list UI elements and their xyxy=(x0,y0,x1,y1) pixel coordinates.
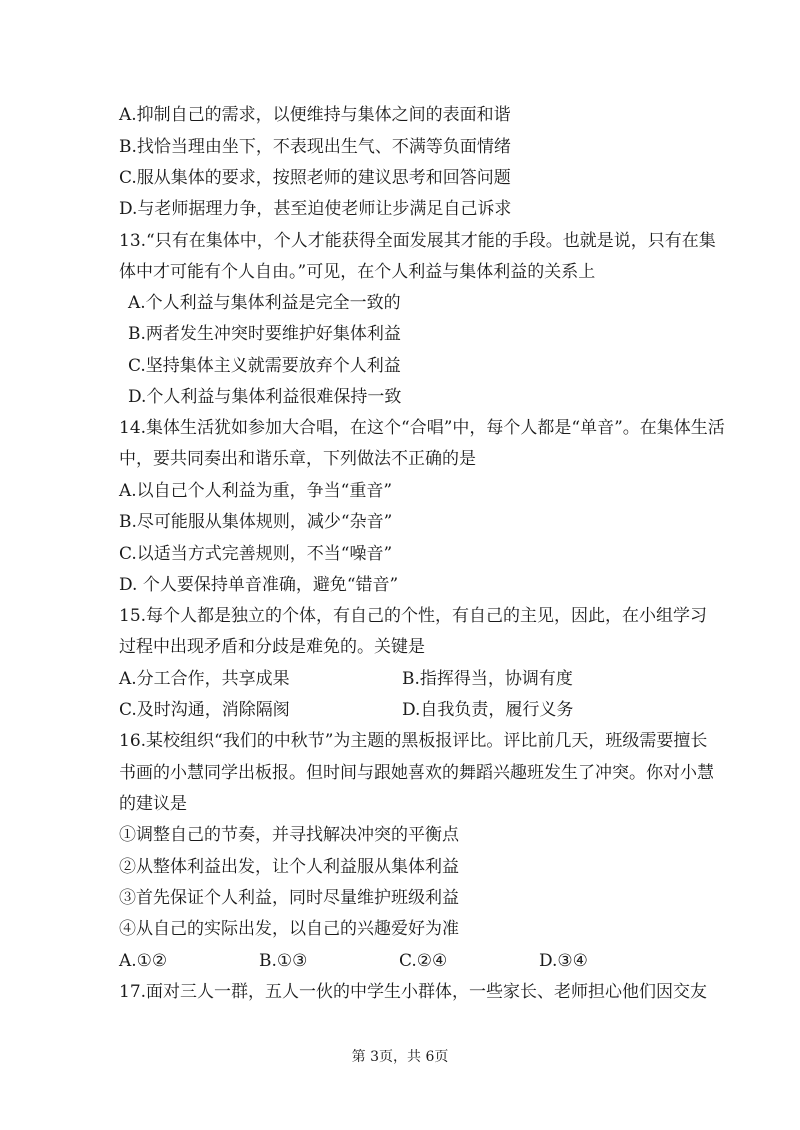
q13-stem-line-1: 13.“只有在集体中，个人才能获得全面发展其才能的手段。也就是说，只有在集 xyxy=(119,231,716,251)
q14-option-d: D. 个人要保持单音准确，避免“错音” xyxy=(119,575,399,595)
q17-stem-line-1: 17.面对三人一群，五人一伙的中学生小群体，一些家长、老师担心他们因交友 xyxy=(119,982,708,1002)
q13-option-c: C.坚持集体主义就需要放弃个人利益 xyxy=(128,356,401,376)
q13-option-b: B.两者发生冲突时要维护好集体利益 xyxy=(128,324,401,344)
q16-option-a: A.①② xyxy=(119,951,168,971)
q15-option-d: D.自我负责，履行义务 xyxy=(402,700,574,720)
q15-option-b: B.指挥得当，协调有度 xyxy=(402,669,573,689)
q14-option-a: A.以自己个人利益为重，争当“重音” xyxy=(119,481,393,501)
q16-statement-1: ①调整自己的节奏，并寻找解决冲突的平衡点 xyxy=(119,825,459,845)
q16-stem-line-2: 书画的小慧同学出板报。但时间与跟她喜欢的舞蹈兴趣班发生了冲突。你对小慧 xyxy=(119,763,714,783)
q16-statement-2: ②从整体利益出发，让个人利益服从集体利益 xyxy=(119,857,459,877)
q16-statement-3: ③首先保证个人利益，同时尽量维护班级利益 xyxy=(119,888,459,908)
q14-stem-line-2: 中，要共同奏出和谐乐章，下列做法不正确的是 xyxy=(119,449,476,469)
q16-option-d: D.③④ xyxy=(539,951,588,971)
q12-option-a: A.抑制自己的需求，以便维持与集体之间的表面和谐 xyxy=(119,105,511,125)
q14-option-c: C.以适当方式完善规则，不当“噪音” xyxy=(119,544,393,564)
page-number-footer: 第 3页，共 6页 xyxy=(351,1049,449,1065)
q14-option-b: B.尽可能服从集体规则，减少“杂音” xyxy=(119,512,393,532)
q16-stem-line-3: 的建议是 xyxy=(119,794,187,814)
q13-option-a: A.个人利益与集体利益是完全一致的 xyxy=(128,293,401,313)
q14-stem-line-1: 14.集体生活犹如参加大合唱，在这个“合唱”中，每个人都是“单音”。在集体生活 xyxy=(119,418,725,438)
q16-option-b: B.①③ xyxy=(259,951,308,971)
q16-option-c: C.②④ xyxy=(399,951,448,971)
q13-option-d: D.个人利益与集体利益很难保持一致 xyxy=(128,387,402,407)
q13-stem-line-2: 体中才可能有个人自由。”可见，在个人利益与集体利益的关系上 xyxy=(119,262,596,282)
q12-option-b: B.找恰当理由坐下，不表现出生气、不满等负面情绪 xyxy=(119,137,511,157)
q12-option-c: C.服从集体的要求，按照老师的建议思考和回答问题 xyxy=(119,168,511,188)
q12-option-d: D.与老师据理力争，甚至迫使老师让步满足自己诉求 xyxy=(119,199,512,219)
q15-option-c: C.及时沟通，消除隔阂 xyxy=(119,700,290,720)
q16-stem-line-1: 16.某校组织“我们的中秋节”为主题的黑板报评比。评比前几天，班级需要擅长 xyxy=(119,731,708,751)
q16-statement-4: ④从自己的实际出发，以自己的兴趣爱好为准 xyxy=(119,919,459,939)
q15-option-a: A.分工合作，共享成果 xyxy=(119,669,290,689)
q15-stem-line-2: 过程中出现矛盾和分歧是难免的。关键是 xyxy=(119,637,425,657)
q15-stem-line-1: 15.每个人都是独立的个体，有自己的个性，有自己的主见，因此，在小组学习 xyxy=(119,606,708,626)
